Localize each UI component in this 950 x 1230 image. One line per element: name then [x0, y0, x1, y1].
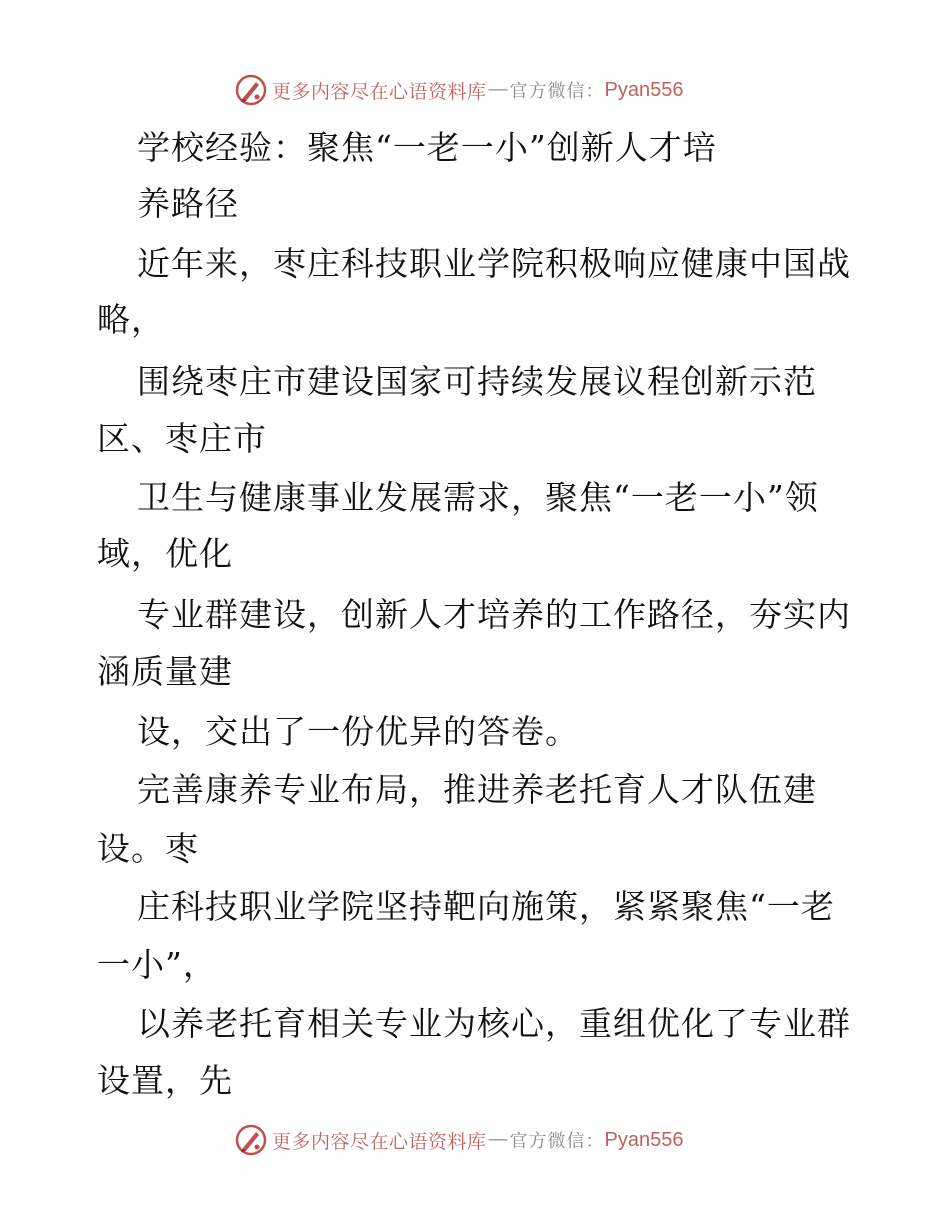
watermark-brand: 更多内容尽在心语资料库 — [272, 80, 487, 103]
title-line-2: 养路径 — [137, 184, 239, 223]
text-line: 一小”， — [97, 945, 217, 984]
watermark-dash: — — [488, 79, 508, 100]
pen-logo-icon — [234, 1123, 268, 1157]
text-line: 完善康养专业布局，推进养老托育人才队伍建 — [137, 770, 817, 809]
footer-watermark — [234, 1121, 683, 1159]
text-line: 设置，先 — [97, 1061, 233, 1100]
text-line: 以养老托育相关专业为核心，重组优化了专业群 — [137, 1004, 851, 1043]
text-line: 近年来，枣庄科技职业学院积极响应健康中国战 — [137, 244, 851, 283]
text-line: 专业群建设，创新人才培养的工作路径，夯实内 — [137, 595, 851, 634]
text-line: 庄科技职业学院坚持靶向施策，紧紧聚焦“一老 — [137, 887, 835, 926]
pen-logo-icon — [234, 73, 268, 107]
text-line: 设。枣 — [97, 829, 199, 868]
text-line: 设，交出了一份优异的答卷。 — [137, 712, 579, 751]
header-watermark — [234, 71, 683, 109]
watermark-brand: 更多内容尽在心语资料库 — [272, 1130, 487, 1153]
text-line: 卫生与健康事业发展需求，聚焦“一老一小”领 — [137, 478, 819, 517]
text-line: 区、枣庄市 — [97, 419, 267, 458]
watermark-wechat-id: Pyan556 — [604, 1128, 684, 1151]
watermark-official: 官方微信： — [509, 1131, 605, 1152]
watermark-dash: — — [488, 1129, 508, 1150]
watermark-official: 官方微信： — [509, 81, 605, 102]
text-line: 围绕枣庄市建设国家可持续发展议程创新示范 — [137, 362, 817, 401]
title-line-1: 学校经验：聚焦“一老一小”创新人才培 — [137, 128, 717, 167]
text-line: 略， — [97, 300, 165, 339]
text-line: 涵质量建 — [97, 652, 233, 691]
watermark-wechat-id: Pyan556 — [604, 78, 684, 101]
text-line: 域，优化 — [97, 534, 233, 573]
